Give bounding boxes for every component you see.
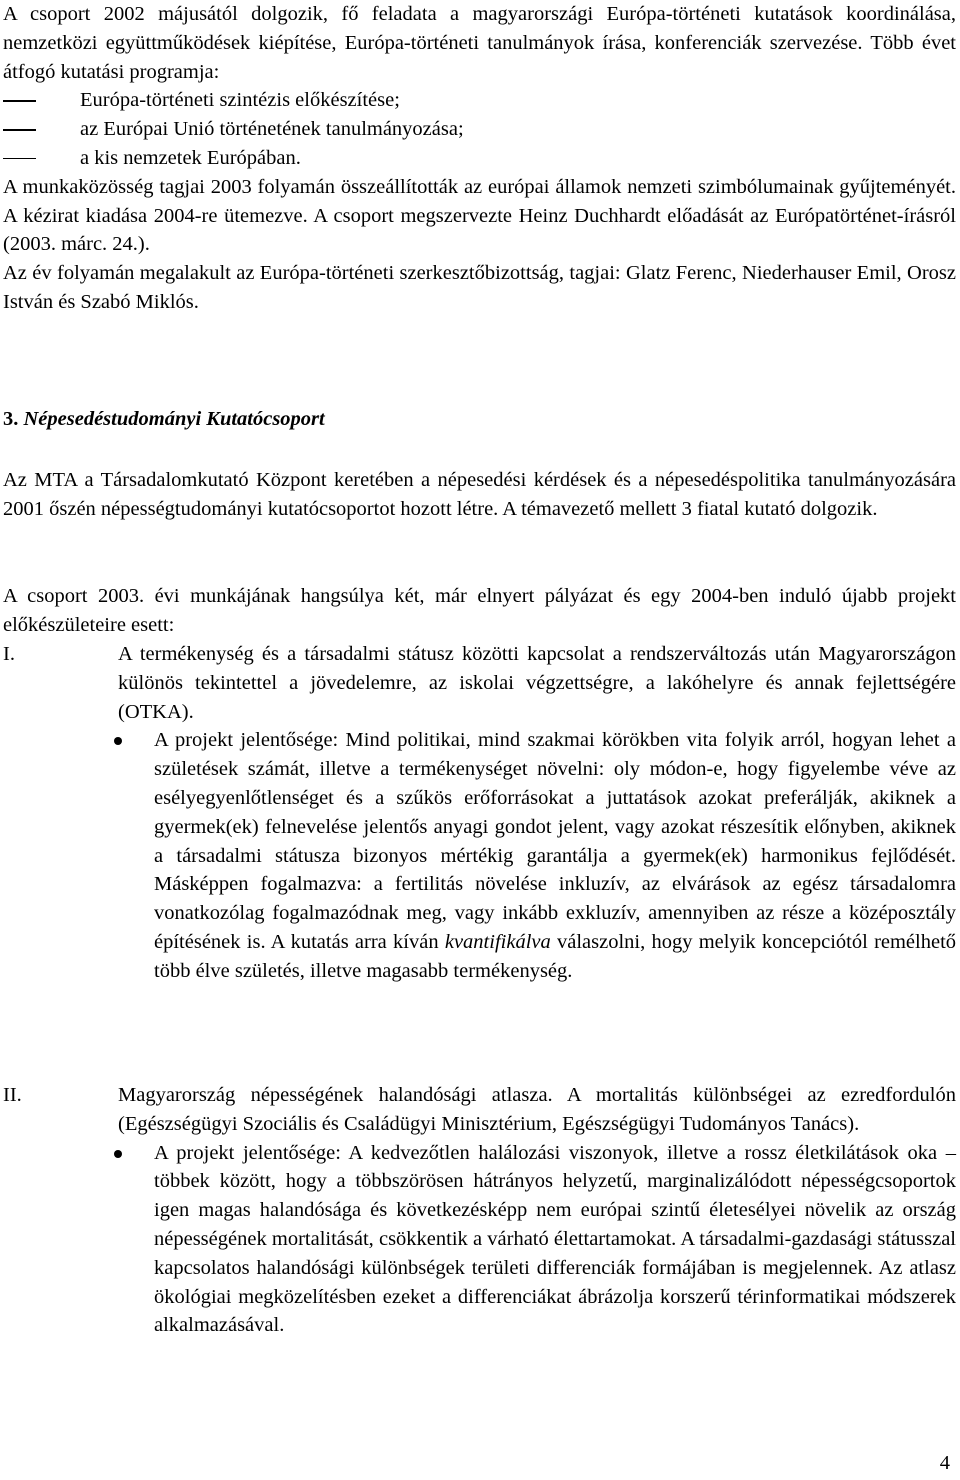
section-title: Népesedéstudományi Kutatócsoport <box>23 408 325 430</box>
intro-paragraph-1: A csoport 2002 májusától dolgozik, fő feladata a magyarországi Európa-történeti kutatások koordinálása, nemzetközi együttműködések kiépítése, Európa-történeti tanulmányok írása, konferenciák szervezése. Több évet átfogó kutatási programja: <box>3 3 956 83</box>
roman-item-2 <box>3 1081 956 1340</box>
bullet-text-end: válaszolni, hogy melyik koncepciótól remélhető több élve születés, illetve magasabb termékenység. <box>154 930 957 982</box>
bullet-item <box>154 1139 956 1341</box>
dash-item-text: az Európai Unió történetének tanulmányozása; <box>80 118 464 141</box>
bullet-text: A projekt jelentősége: A kedvezőtlen halálozási viszonyok, illetve a rossz életkilátások oka – többek között, hogy a többszörösen hátrányos helyzetű, marginalizálódott népességcsoportok igen magas halandósága és következésképp nem európai szintű életesélyei növelik az ország népességének mortalitását, csökkentik a várható élettartamokat. A társadalmi-gazdasági státusszal kapcsolatos halandósági különbségek területi differenciák formájában is megjelennek. Az atlasz ökológiai megközelítésben ezeket a differenciákat ábrázolja korszerű térinformatikai módszerek alkalmazásával. <box>154 1141 956 1337</box>
section-heading <box>3 405 325 434</box>
section-intro-paragraph: Az MTA a Társadalomkutató Központ keretében a népesedési kérdések és a népesedéspolitika tanulmányozására 2001 őszén népességtudományi kutatócsoportot hozott létre. A témavezető mellett 3 fiatal kutató dolgozik. <box>3 469 956 520</box>
dash-marker <box>3 129 36 130</box>
dash-item-text: Európa-történeti szintézis előkészítése; <box>80 89 400 112</box>
roman-item-text: A termékenység és a társadalmi státusz közötti kapcsolat a rendszerváltozás után Magyarországon különös tekintettel a jövedelemre, az iskolai végzettségre, a lakóhelyre és annak fejlettségére (OTKA). <box>118 643 956 723</box>
intro-paragraph-3: Az év folyamán megalakult az Európa-történeti szerkesztőbizottság, tagjai: Glatz Ferenc, Niederhauser Emil, Orosz István és Szabó Miklós. <box>3 262 956 313</box>
intro-block <box>3 0 956 317</box>
dash-list-item <box>3 86 956 115</box>
dash-marker <box>3 158 36 159</box>
bullet-item <box>154 726 956 985</box>
dash-item-text: a kis nemzetek Európában. <box>80 146 301 169</box>
bullet-italic-word: kvantifikálva <box>444 930 551 953</box>
dash-list-item <box>3 144 956 173</box>
section-number: 3. <box>3 408 19 430</box>
roman-item-text: Magyarország népességének halandósági atlasza. A mortalitás különbségei az ezredfordulón (Egészségügyi Szociális és Családügyi Minisztérium, Egészségügyi Tudományos Tanács). <box>118 1084 956 1135</box>
roman-numeral: II. <box>3 1084 22 1106</box>
dash-marker <box>3 100 36 101</box>
bullet-dot <box>114 737 122 745</box>
bullet-dot <box>114 1150 122 1158</box>
intro-paragraph-2: A munkaközösség tagjai 2003 folyamán összeállították az európai államok nemzeti szimbólumainak gyűjteményét. A kézirat kiadása 2004-re ütemezve. A csoport megszervezte Heinz Duchhardt előadását az Európatörténet-írásról (2003. márc. 24.). <box>3 175 956 256</box>
page-number: 4 <box>939 1452 950 1474</box>
roman-numeral: I. <box>3 643 15 665</box>
roman-item-1 <box>3 640 956 986</box>
dash-list-item <box>3 115 956 144</box>
section-focus-paragraph: A csoport 2003. évi munkájának hangsúlya két, már elnyert pályázat és egy 2004-ben induló újabb projekt előkészületeire esett: <box>3 585 956 636</box>
bullet-text-start: A projekt jelentősége: Mind politikai, mind szakmai körökben vita folyik arról, hogyan lehet a születések számát, illetve a termékenységet növelni: oly módon-e, hogy figyelembe véve az esélyegyenlőtlenséget és a szűkös erőforrásokat a juttatások azokat preferálják, akiknek a gyermek(ek) felnevelése jelentős anyagi gondot jelent, vagy azokat részesítik előnyben, akiknek a társadalmi státusza bizonyos mértékig garantálja a gyermek(ek) harmonikus fejlődését. Másképpen fogalmazva: a fertilitás növelése inkluzív, az elvárások az egész társadalomra vonatkozólag fogalmazódnak meg, vagy inkább exkluzív, amennyiben az része a középosztály építésének is. A kutatás arra kíván <box>154 729 956 953</box>
